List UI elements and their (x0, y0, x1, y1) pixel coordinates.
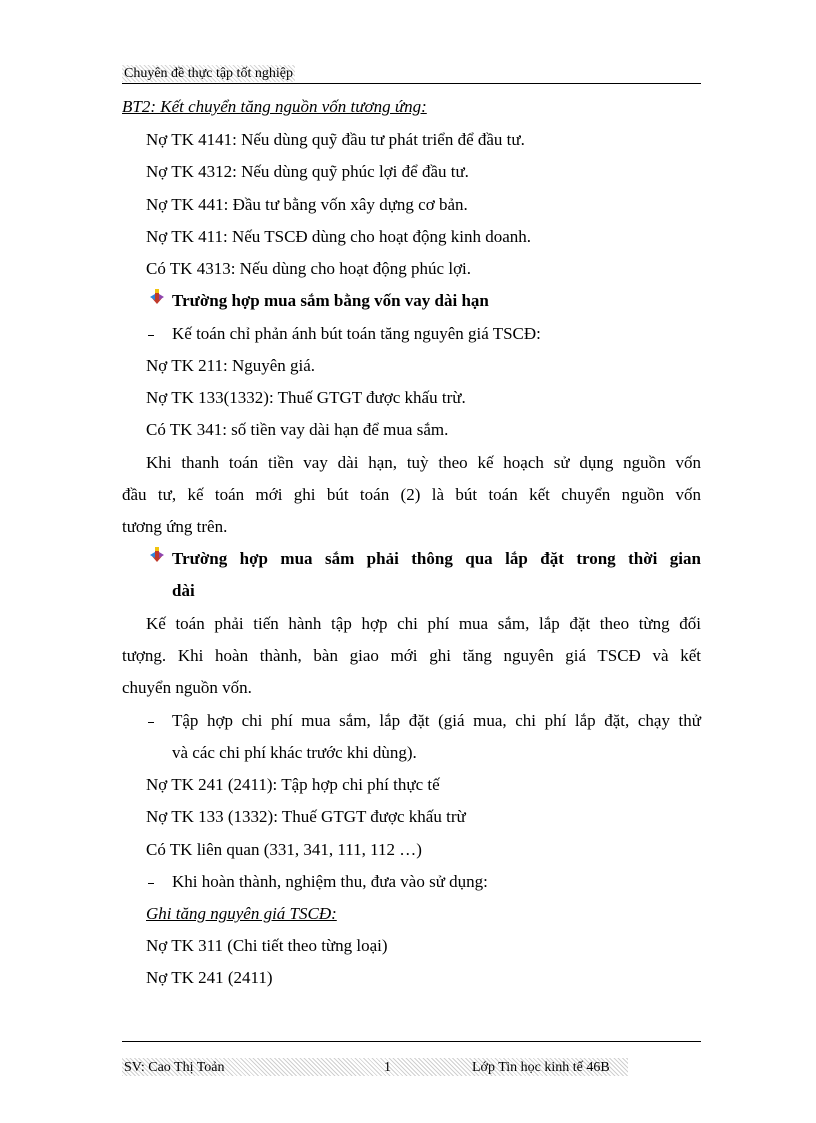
footer-page-number: 1 (384, 1060, 391, 1075)
dash-bullet-icon (148, 883, 154, 884)
body-line: Nợ TK 241 (2411): Tập hợp chi phí thực tế (146, 775, 440, 794)
dash-bullet-icon (148, 722, 154, 723)
body-line: Có TK liên quan (331, 341, 111, 112 …) (146, 840, 422, 859)
body-line: Khi hoàn thành, nghiệm thu, đưa vào sử dụng: (172, 872, 488, 891)
body-line: Nợ TK 311 (Chi tiết theo từng loại) (146, 936, 388, 955)
subsection-heading: Trường hợp mua sắm bằng vốn vay dài hạn (172, 291, 489, 310)
body-line: Nợ TK 133(1332): Thuế GTGT được khấu trừ. (146, 388, 466, 407)
body-line: Nợ TK 411: Nếu TSCĐ dùng cho hoạt động kinh doanh. (146, 227, 532, 246)
arrow-bullet-icon (148, 288, 166, 306)
paragraph-line: chuyển nguồn vốn. (122, 678, 252, 697)
section-heading-bt2: BT2: Kết chuyển tăng nguồn vốn tương ứng: (122, 97, 427, 116)
body-line: Có TK 341: số tiền vay dài hạn để mua sắm. (146, 420, 449, 439)
body-line: và các chi phí khác trước khi dùng). (172, 743, 417, 762)
body-line: Nợ TK 441: Đầu tư bằng vốn xây dựng cơ bản. (146, 195, 468, 214)
body-line: Nợ TK 4312: Nếu dùng quỹ phúc lợi để đầu tư. (146, 162, 469, 181)
body-line: Nợ TK 133 (1332): Thuế GTGT được khấu trừ (146, 807, 466, 826)
paragraph-line: tương ứng trên. (122, 517, 228, 536)
subheading-italic: Ghi tăng nguyên giá TSCĐ: (146, 904, 337, 923)
footer-author: SV: Cao Thị Toản (124, 1060, 225, 1075)
body-line: Nợ TK 211: Nguyên giá. (146, 356, 316, 375)
header-divider (122, 83, 701, 84)
subsection-heading: Trường hợp mua sắm phải thông qua lắp đặt trong thời gian (172, 549, 701, 568)
page-header-title: Chuyên đề thực tập tốt nghiệp (124, 66, 293, 81)
subsection-heading: dài (172, 581, 195, 600)
body-line: Có TK 4313: Nếu dùng cho hoạt động phúc lợi. (146, 259, 472, 278)
paragraph-line: Kế toán phải tiến hành tập hợp chi phí mua sắm, lắp đặt theo từng đối (146, 614, 701, 633)
body-line: Kế toán chỉ phản ánh bút toán tăng nguyên giá TSCĐ: (172, 324, 541, 343)
body-line: Nợ TK 241 (2411) (146, 968, 273, 987)
body-line: Nợ TK 4141: Nếu dùng quỹ đầu tư phát triển để đầu tư. (146, 130, 525, 149)
footer-class-name: Lớp Tin học kinh tế 46B (472, 1060, 610, 1075)
paragraph-line: Khi thanh toán tiền vay dài hạn, tuỳ theo kế hoạch sử dụng nguồn vốn (146, 453, 701, 472)
body-line: Tập hợp chi phí mua sắm, lắp đặt (giá mua, chi phí lắp đặt, chạy thử (172, 711, 701, 730)
paragraph-line: tượng. Khi hoàn thành, bàn giao mới ghi tăng nguyên giá TSCĐ và kết (122, 646, 701, 665)
paragraph-line: đầu tư, kế toán mới ghi bút toán (2) là bút toán kết chuyển nguồn vốn (122, 485, 701, 504)
dash-bullet-icon (148, 335, 154, 336)
arrow-bullet-icon (148, 546, 166, 564)
footer-divider (122, 1041, 701, 1042)
